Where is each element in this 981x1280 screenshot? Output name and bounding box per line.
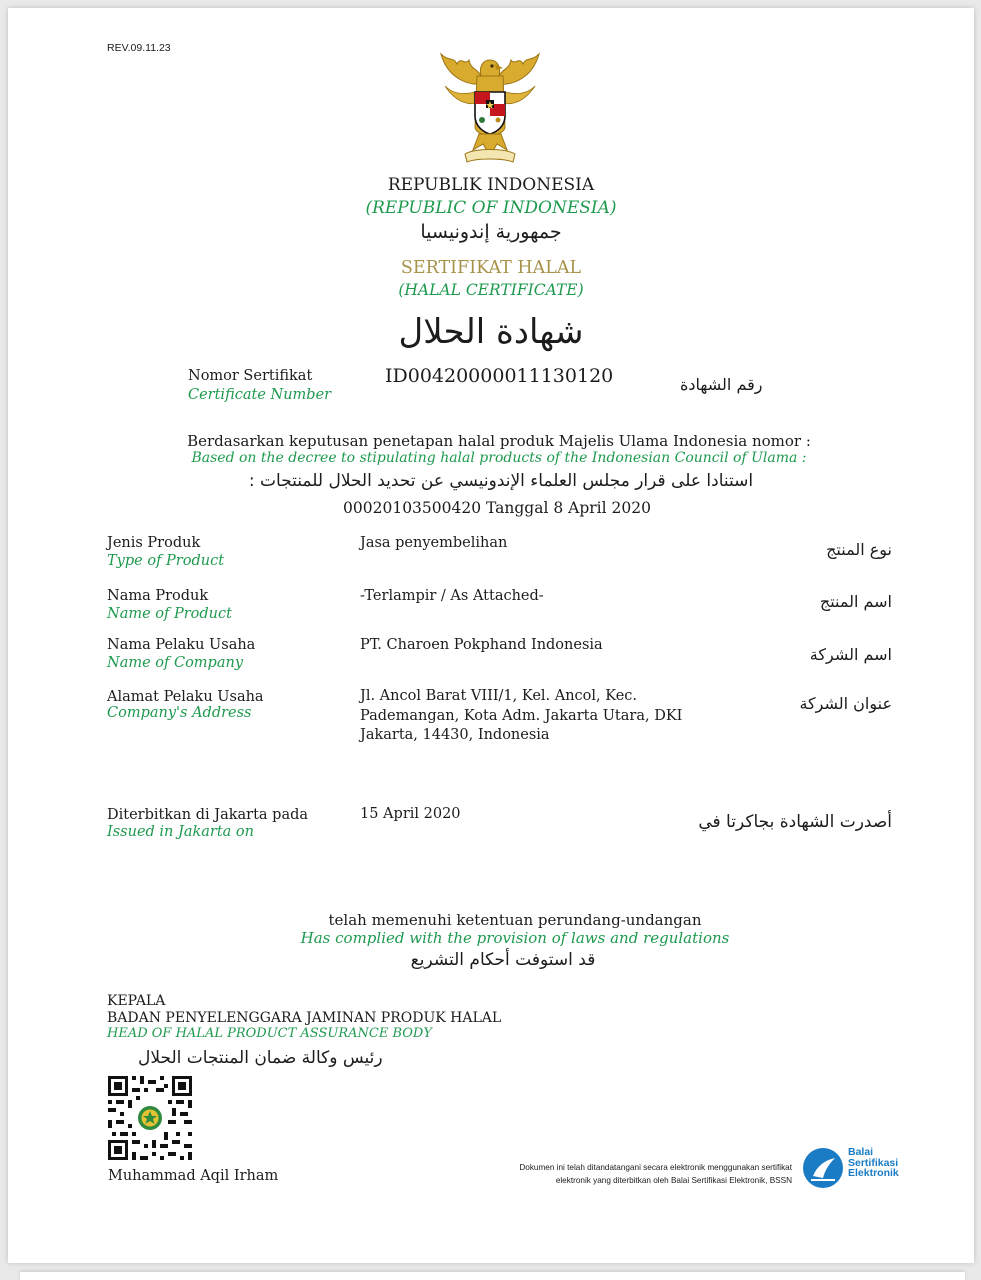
esign-note bbox=[448, 1161, 792, 1187]
product-name-label: Nama Produk bbox=[107, 588, 209, 604]
revision-code: REV.09.11.23 bbox=[107, 42, 171, 54]
country-name: REPUBLIK INDONESIA bbox=[387, 175, 595, 195]
certificate-title-en: (HALAL CERTIFICATE) bbox=[398, 281, 584, 299]
bsre-logo-icon bbox=[801, 1146, 845, 1190]
bsre-line3: Elektronik bbox=[848, 1167, 899, 1179]
address-label: Alamat Pelaku Usaha bbox=[107, 689, 264, 705]
country-name-en: (REPUBLIC OF INDONESIA) bbox=[365, 198, 617, 218]
decree-number-date: 00020103500420 Tanggal 8 April 2020 bbox=[343, 499, 651, 517]
product-name-label-ar: اسم المنتج bbox=[819, 592, 892, 611]
certificate-page bbox=[8, 8, 974, 1263]
issued-label: Diterbitkan di Jakarta pada bbox=[107, 807, 309, 823]
compliance-text: telah memenuhi ketentuan perundang-undangan bbox=[328, 911, 702, 929]
type-label-ar: نوع المنتج bbox=[826, 540, 892, 559]
type-value: Jasa penyembelihan bbox=[360, 535, 508, 551]
esign-note-line2: elektronik yang diterbitkan oleh Balai Sertifikasi Elektronik, BSSN bbox=[555, 1176, 792, 1185]
decree-text-ar: استنادا على قرار مجلس العلماء الإندونيسي عن تحديد الحلال للمنتجات : bbox=[248, 471, 754, 491]
certificate-title: SERTIFIKAT HALAL bbox=[400, 258, 582, 278]
signatory-name: Muhammad Aqil Irham bbox=[108, 1168, 279, 1184]
signatory-agency-en: HEAD OF HALAL PRODUCT ASSURANCE BODY bbox=[107, 1026, 432, 1041]
issued-date: 15 April 2020 bbox=[360, 806, 461, 822]
esign-note-line1: Dokumen ini telah ditandatangani secara elektronik menggunakan sertifikat bbox=[519, 1163, 792, 1172]
country-name-ar: جمهورية إندونيسيا bbox=[420, 221, 562, 243]
next-page-edge bbox=[20, 1272, 965, 1280]
compliance-text-ar: قد استوفت أحكام التشريع bbox=[410, 950, 596, 970]
signatory-title: KEPALA bbox=[107, 993, 166, 1009]
bsre-line2: Sertifikasi bbox=[848, 1156, 899, 1169]
certificate-number-label-en: Certificate Number bbox=[188, 387, 332, 403]
decree-text: Berdasarkan keputusan penetapan halal produk Majelis Ulama Indonesia nomor : bbox=[187, 432, 811, 450]
certificate-number-label-ar: رقم الشهادة bbox=[680, 375, 763, 394]
type-label: Jenis Produk bbox=[107, 535, 201, 551]
compliance-text-en: Has complied with the provision of laws and regulations bbox=[300, 929, 730, 947]
signatory-agency-ar: رئيس وكالة ضمان المنتجات الحلال bbox=[138, 1048, 383, 1068]
signatory-agency: BADAN PENYELENGGARA JAMINAN PRODUK HALAL bbox=[107, 1010, 502, 1026]
garuda-emblem bbox=[435, 46, 545, 166]
bsre-line1: Balai bbox=[848, 1146, 874, 1158]
address-label-en: Company's Address bbox=[107, 705, 252, 721]
certificate-title-ar: شهادة الحلال bbox=[398, 312, 584, 352]
qr-code bbox=[106, 1074, 194, 1162]
company-label-en: Name of Company bbox=[107, 655, 244, 671]
type-label-en: Type of Product bbox=[107, 553, 225, 569]
issued-label-en: Issued in Jakarta on bbox=[107, 824, 254, 840]
bsre-logo-text bbox=[848, 1147, 899, 1179]
company-label-ar: اسم الشركة bbox=[809, 645, 892, 664]
company-value: PT. Charoen Pokphand Indonesia bbox=[360, 637, 603, 653]
issued-label-ar: أصدرت الشهادة بجاكرتا في bbox=[698, 812, 892, 832]
decree-text-en: Based on the decree to stipulating halal products of the Indonesian Council of Ulama : bbox=[191, 450, 807, 466]
certificate-number-label: Nomor Sertifikat bbox=[188, 368, 313, 384]
product-name-label-en: Name of Product bbox=[107, 606, 232, 622]
address-label-ar: عنوان الشركة bbox=[799, 694, 892, 713]
company-label: Nama Pelaku Usaha bbox=[107, 637, 256, 653]
address-value: Jl. Ancol Barat VIII/1, Kel. Ancol, Kec. Pademangan, Kota Adm. Jakarta Utara, DKI Jakarta, 14430, Indonesia bbox=[360, 688, 683, 743]
product-name-value: -Terlampir / As Attached- bbox=[360, 588, 544, 604]
certificate-number-value: ID00420000011130120 bbox=[385, 365, 614, 387]
